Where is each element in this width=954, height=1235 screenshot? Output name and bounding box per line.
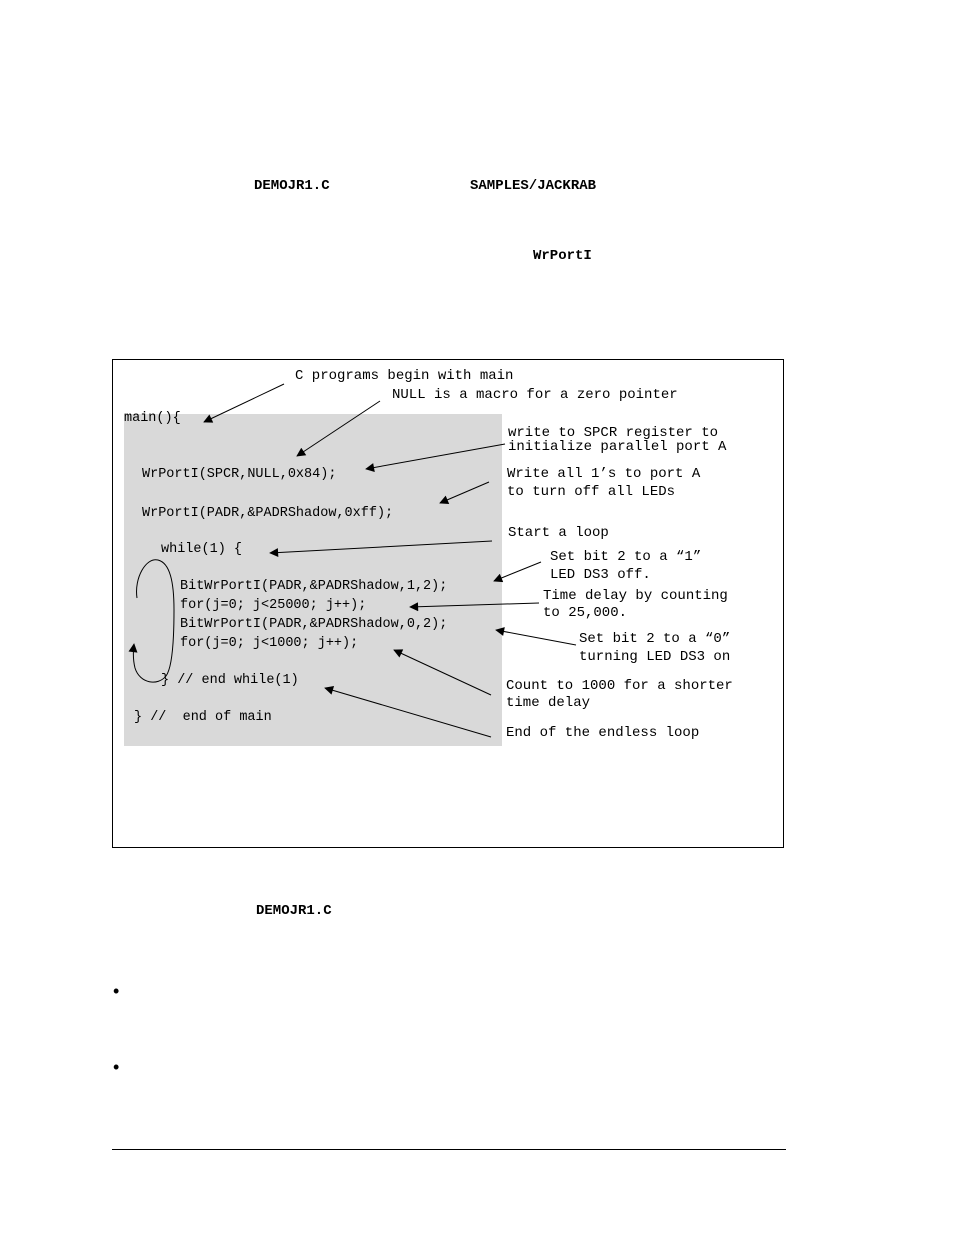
loop-arrow (133, 560, 174, 682)
note-count-line2: time delay (506, 695, 591, 711)
bullet-point-1: • (113, 981, 120, 1001)
code-line-while: while(1) { (161, 542, 243, 557)
note-spcr-line1: write to SPCR register to (508, 425, 719, 441)
arrow-delay (410, 603, 539, 607)
note-delay-line1: Time delay by counting (543, 588, 728, 604)
intro-folder: SAMPLES/JACKRAB (470, 178, 597, 194)
note-bit0-line2: turning LED DS3 on (579, 649, 731, 665)
intro-function-name: WrPortI (533, 248, 592, 264)
code-line-spcr: WrPortI(SPCR,NULL,0x84); (142, 467, 337, 482)
code-line-bit-off: BitWrPortI(PADR,&PADRShadow,1,2); (180, 579, 448, 594)
note-ones-line1: Write all 1’s to port A (507, 466, 701, 482)
footer-rule (112, 1149, 786, 1150)
arrow-null-macro (297, 401, 380, 456)
intro-filename: DEMOJR1.C (254, 178, 330, 194)
arrow-bit-on (496, 630, 576, 645)
code-line-end-main: } // end of main (134, 710, 272, 725)
code-line-bit-on: BitWrPortI(PADR,&PADRShadow,0,2); (180, 617, 448, 632)
note-null-macro: NULL is a macro for a zero pointer (392, 387, 678, 403)
arrow-end-loop (325, 688, 491, 737)
arrow-write-ones (440, 482, 489, 503)
note-delay-line2: to 25,000. (543, 605, 628, 621)
note-spcr-line2: initialize parallel port A (508, 439, 727, 455)
bullet-point-2: • (113, 1057, 120, 1077)
arrow-bit-off (494, 562, 541, 581)
caption-filename: DEMOJR1.C (256, 903, 332, 919)
code-line-for-1000: for(j=0; j<1000; j++); (180, 636, 359, 651)
code-main-open: main(){ (124, 411, 181, 426)
note-start-loop: Start a loop (508, 525, 609, 541)
arrow-short-delay (394, 650, 491, 695)
code-line-end-while: } // end while(1) (161, 673, 299, 688)
arrow-begin-main (204, 384, 284, 422)
note-ones-line2: to turn off all LEDs (507, 484, 676, 500)
note-bit1-line1: Set bit 2 to a “1” (550, 549, 702, 565)
note-bit1-line2: LED DS3 off. (550, 567, 651, 583)
code-line-padr: WrPortI(PADR,&PADRShadow,0xff); (142, 506, 394, 521)
note-begin-main: C programs begin with main (295, 368, 514, 384)
note-bit0-line1: Set bit 2 to a “0” (579, 631, 731, 647)
arrow-spcr (366, 444, 505, 469)
note-count-line1: Count to 1000 for a shorter (506, 678, 733, 694)
arrow-start-loop (270, 541, 492, 553)
note-end-loop: End of the endless loop (506, 725, 700, 741)
code-line-for-25000: for(j=0; j<25000; j++); (180, 598, 367, 613)
